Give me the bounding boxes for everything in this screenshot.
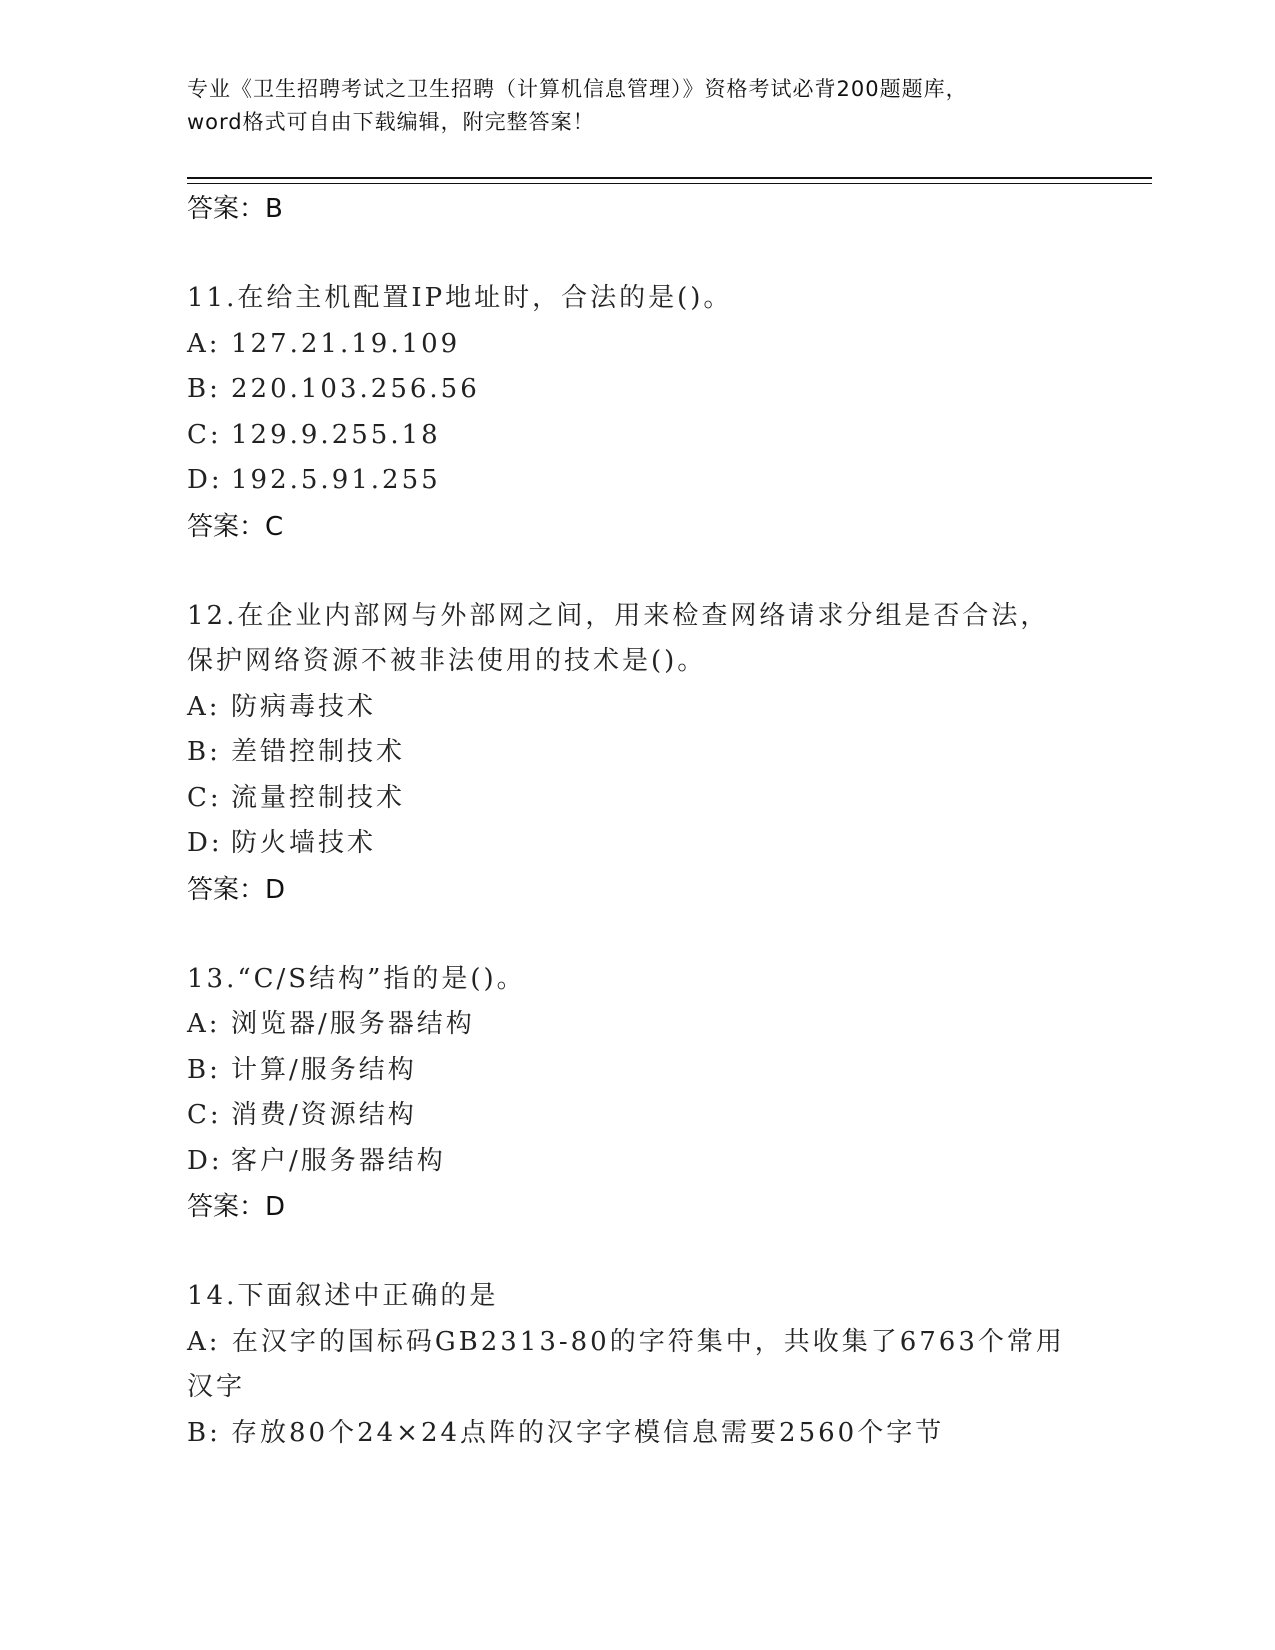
option-text: 计算/服务结构 — [231, 1054, 417, 1085]
option-text: 防火墙技术 — [231, 828, 377, 858]
question-stem: 12.在企业内部网与外部网之间，用来检查网络请求分组是否合法，保护网络资源不被非法使用的技术是()。 — [187, 600, 1050, 676]
option-text: 129.9.255.18 — [231, 419, 441, 450]
option-label: B: — [187, 1054, 221, 1085]
option-text: 浏览器/服务器结构 — [231, 1009, 475, 1039]
answer-line: 答案：B — [187, 194, 283, 224]
option-label: C: — [187, 419, 222, 450]
header-rule-thick — [187, 177, 1152, 179]
option-a — [187, 1002, 1067, 1048]
question-11 — [187, 276, 1067, 550]
option-b — [187, 730, 1067, 776]
option-label: C: — [187, 1100, 222, 1130]
header-line-1: 专业《卫生招聘考试之卫生招聘（计算机信息管理）》资格考试必背200题题库， — [187, 77, 968, 101]
option-text: 在汉字的国标码GB2313-80的字符集中，共收集了6763个常用汉字 — [187, 1326, 1065, 1402]
document-body — [187, 186, 1067, 1456]
answer-line: 答案：D — [187, 874, 286, 905]
option-d — [187, 458, 1067, 504]
option-label: C: — [187, 782, 222, 813]
option-text: 存放80个24×24点阵的汉字字模信息需要2560个字节 — [231, 1417, 945, 1448]
option-a — [187, 1320, 1067, 1411]
option-b — [187, 1048, 1067, 1094]
option-label: D: — [187, 828, 223, 858]
question-12 — [187, 594, 1067, 913]
question-stem: 13.“C/S结构”指的是()。 — [187, 963, 526, 994]
option-label: B: — [187, 737, 221, 767]
option-label: B: — [187, 1417, 221, 1448]
option-label: A: — [187, 328, 221, 359]
option-text: 消费/资源结构 — [231, 1100, 417, 1130]
question-13 — [187, 957, 1067, 1231]
option-b — [187, 1411, 1067, 1457]
option-text: 220.103.256.56 — [231, 374, 480, 404]
option-label: A: — [187, 1009, 221, 1039]
option-c — [187, 1093, 1067, 1139]
option-a — [187, 322, 1067, 368]
option-a — [187, 685, 1067, 731]
option-label: D: — [187, 465, 223, 495]
option-d — [187, 1139, 1067, 1185]
question-stem: 14.下面叙述中正确的是 — [187, 1281, 499, 1311]
option-text: 流量控制技术 — [231, 782, 406, 813]
answer-line: 答案：D — [187, 1192, 286, 1222]
option-b — [187, 367, 1067, 413]
answer-line: 答案：C — [187, 511, 284, 542]
option-text: 防病毒技术 — [231, 691, 377, 722]
option-label: D: — [187, 1145, 223, 1176]
option-label: A: — [187, 1326, 221, 1357]
option-text: 127.21.19.109 — [231, 328, 461, 359]
option-c — [187, 413, 1067, 459]
option-text: 192.5.91.255 — [231, 465, 441, 495]
option-label: B: — [187, 374, 221, 404]
header-rule-thin — [187, 183, 1152, 184]
option-d — [187, 821, 1067, 867]
header-line-2: word格式可自由下载编辑，附完整答案！ — [187, 110, 595, 134]
option-c — [187, 776, 1067, 822]
question-stem: 11.在给主机配置IP地址时，合法的是()。 — [187, 283, 733, 313]
question-14 — [187, 1274, 1067, 1456]
option-text: 客户/服务器结构 — [231, 1145, 446, 1176]
document-header — [187, 73, 1087, 139]
option-label: A: — [187, 691, 221, 722]
option-text: 差错控制技术 — [231, 737, 406, 767]
